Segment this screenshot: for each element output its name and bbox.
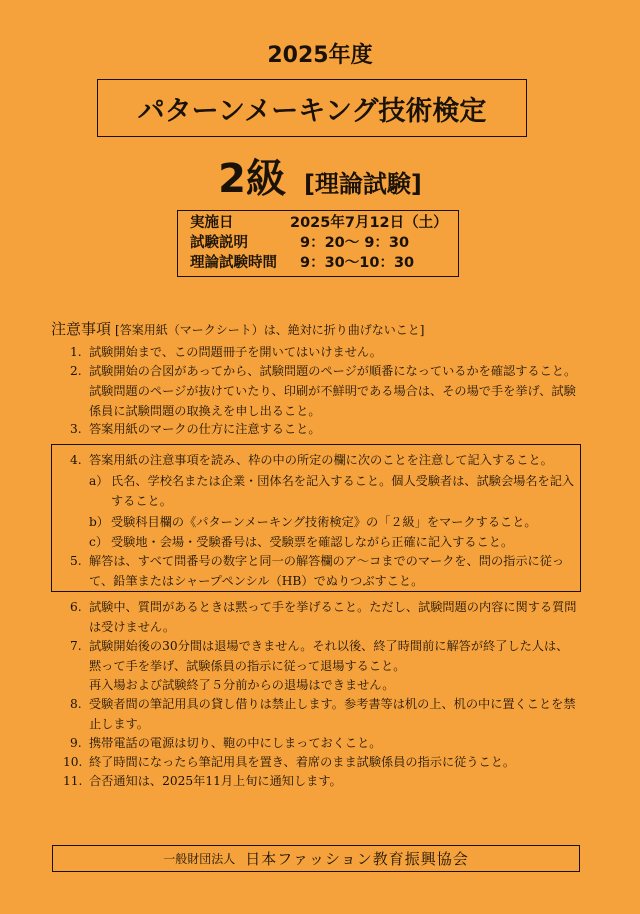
note-text: 試験中、質問があるときは黙って手を挙げること。ただし、試験問題の内容に関する質問は受けません。 xyxy=(89,600,577,634)
note-item xyxy=(70,343,580,363)
note-text: 試験開始まで、この問題冊子を開いてはいけません。 xyxy=(89,345,382,359)
note-sub-item xyxy=(89,512,579,532)
schedule-value: 2025年7月12日（土） xyxy=(290,215,448,231)
exam-year: 2025年度 xyxy=(267,43,373,68)
schedule-label: 理論試験時間 xyxy=(190,255,277,271)
notes-heading xyxy=(51,318,424,339)
exam-type: [理論試験] xyxy=(303,170,422,198)
organization-type: 一般財団法人 xyxy=(163,852,236,866)
organization-footer xyxy=(52,845,580,872)
notes-subtitle: [答案用紙（マークシート）は、絶対に折り曲げないこと] xyxy=(115,323,425,337)
exam-title-box xyxy=(97,79,527,137)
note-number: 3. xyxy=(70,422,82,436)
note-number: 7. xyxy=(70,639,82,653)
sub-item-text: 受験地・会場・受験番号は、受験票を確認しながら正確に記入すること。 xyxy=(111,535,514,549)
note-text: 受験者間の筆記用具の貸し借りは禁止します。参考書等は机の上、机の中に置くことを禁止します。 xyxy=(89,697,576,731)
sub-item-mark: c） xyxy=(89,535,109,549)
note-number: 8. xyxy=(70,697,82,711)
schedule-row-exam-time xyxy=(190,253,458,273)
schedule-row-briefing xyxy=(190,233,458,253)
schedule-row-date xyxy=(190,213,458,233)
note-item xyxy=(70,637,580,677)
sub-item-mark: b） xyxy=(89,515,109,529)
note-item xyxy=(70,552,580,592)
note-text: 合否通知は、2025年11月上旬に通知します。 xyxy=(89,774,342,788)
note-text: 解答は、すべて問番号の数字と同一の解答欄のア〜コまでのマークを、問の指示に従って、鉛筆またはシャープペンシル（HB）でぬりつぶすこと。 xyxy=(89,554,565,588)
schedule-value: 9：30〜10：30 xyxy=(300,255,415,271)
exam-title: パターンメーキング技術検定 xyxy=(137,95,487,127)
note-item xyxy=(70,734,580,754)
note-item xyxy=(70,598,580,638)
notes-title: 注意事項 xyxy=(51,320,112,338)
note-item xyxy=(70,695,580,735)
note-item xyxy=(63,772,580,792)
organization-name: 日本ファッション教育振興協会 xyxy=(245,850,469,868)
note-sub-item xyxy=(89,532,579,552)
note-text: 終了時間になったら筆記用具を置き、着席のまま試験係員の指示に従うこと。 xyxy=(89,755,516,769)
exam-grade: 2級 xyxy=(218,156,286,202)
schedule-box xyxy=(177,210,459,277)
note-item xyxy=(70,451,580,471)
note-sub-item xyxy=(89,471,579,511)
note-number: 4. xyxy=(70,453,82,467)
note-text: 携帯電話の電源は切り、鞄の中にしまっておくこと。 xyxy=(89,736,382,750)
grade-line xyxy=(0,147,640,204)
note-item xyxy=(70,420,580,440)
note-number: 10. xyxy=(63,755,83,769)
sub-item-mark: a） xyxy=(89,474,109,488)
schedule-label: 試験説明 xyxy=(190,235,248,251)
sub-item-text: 氏名、学校名または企業・団体名を記入すること。個人受験者は、試験会場名を記入すること。 xyxy=(111,474,575,508)
schedule-label: 実施日 xyxy=(190,215,234,231)
note-item xyxy=(63,753,580,773)
sub-item-text: 受験科目欄の《パターンメーキング技術検定》の「２級」をマークすること。 xyxy=(111,515,537,529)
note-number: 9. xyxy=(70,736,82,750)
note-number: 1. xyxy=(70,345,82,359)
note-number: 5. xyxy=(70,554,82,568)
note-text: 答案用紙の注意事項を読み、枠の中の所定の欄に次のことを注意して記入すること。 xyxy=(89,453,553,467)
note-item xyxy=(70,676,580,696)
schedule-value: 9：20〜 9：30 xyxy=(300,235,410,251)
note-number: 6. xyxy=(70,600,82,614)
note-text: 試験開始後の30分間は退場できません。それ以後、終了時間前に解答が終了した人は、黙って手を挙げ、試験係員の指示に従って退場すること。 xyxy=(89,639,569,673)
note-text: 再入場および試験終了５分前からの退場はできません。 xyxy=(89,678,395,692)
note-item xyxy=(70,362,580,421)
note-number: 11. xyxy=(63,774,83,788)
note-text: 試験開始の合図があってから、試験問題のページが順番になっているかを確認すること。試験問題のページが抜けていたり、印刷が不鮮明である場合は、その場で手を挙げ、試験係員に試験問題の取換えを申し出ること。 xyxy=(89,364,577,418)
note-number: 2. xyxy=(70,364,82,378)
note-text: 答案用紙のマークの仕方に注意すること。 xyxy=(89,422,321,436)
